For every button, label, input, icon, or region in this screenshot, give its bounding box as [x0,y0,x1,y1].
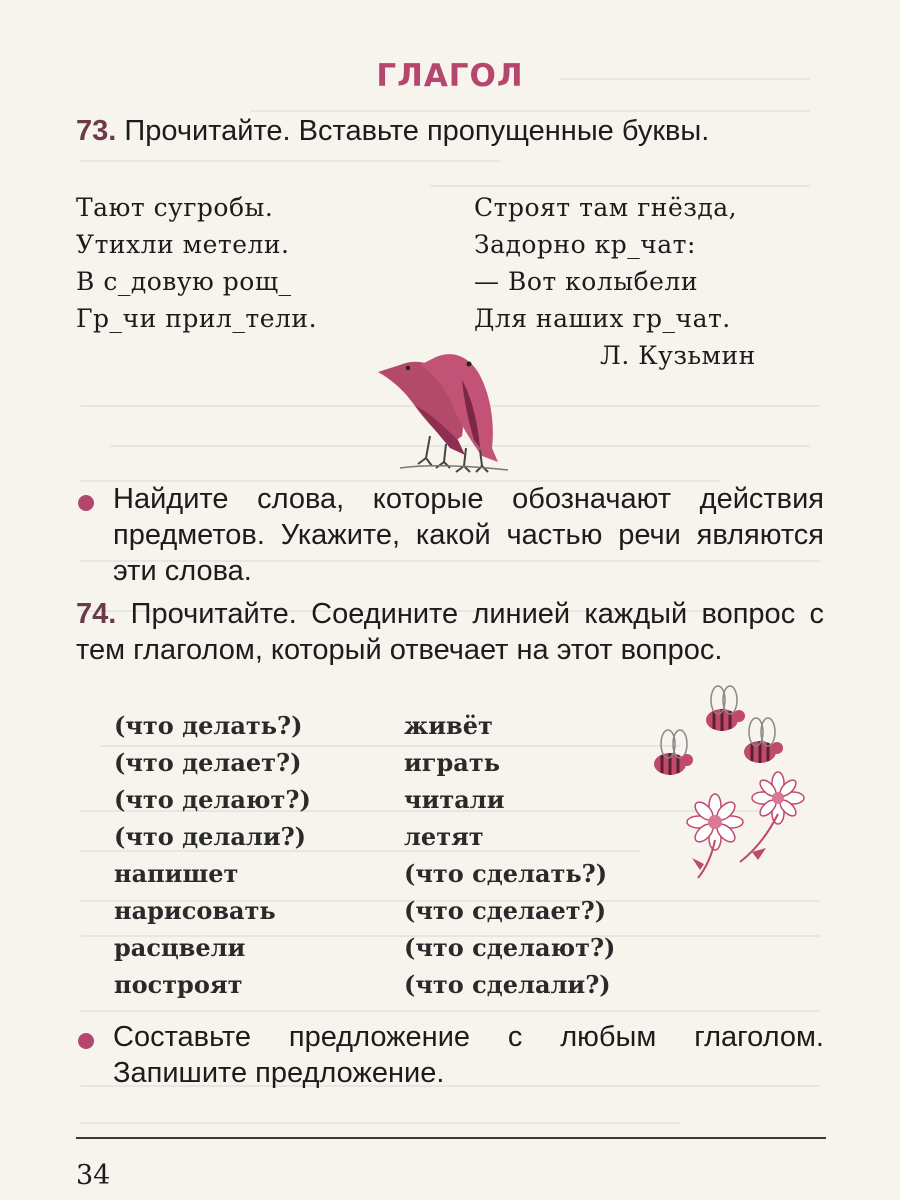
exercise-74-instruction-text: Прочитайте. Соедините линией каждый вопрос с тем глаголом, который отвечает на этот вопрос. [76,598,824,666]
poem-left-column [76,193,317,341]
page-title: ГЛАГОЛ [376,58,524,94]
poem-line: Для наших гр_чат. [474,304,731,333]
exercise-74-number: 74. [76,598,117,630]
poem-line: Утихли метели. [76,230,290,259]
verbs-right-column [404,711,615,1007]
match-item: (что сделает?) [404,896,607,925]
match-item: (что делали?) [114,822,307,851]
match-item: (что делать?) [114,711,303,740]
poem-line: — Вот колыбели [474,267,698,296]
match-item: напишет [114,859,239,888]
poem-line: Строят там гнёзда, [474,193,738,222]
questions-left-column [114,711,311,1007]
bullet-icon [78,495,94,511]
poem-line: Гр_чи прил_тели. [76,304,318,333]
bullet-icon [78,1033,94,1049]
match-item: живёт [404,711,493,740]
match-item: построят [114,970,243,999]
poem-line: Тают сугробы. [76,193,274,222]
exercise-74-task: Составьте предложение с любым глаголом. Запишите предложение. [113,1021,824,1089]
exercise-73-instruction [76,113,824,149]
match-item: (что делают?) [114,785,311,814]
page-number: 34 [76,1160,111,1191]
poem-author: Л. Кузьмин [600,341,756,370]
bees-and-daisies-illustration [640,680,820,880]
poem-right-column [474,193,737,341]
match-item: нарисовать [114,896,276,925]
poem-line: Задорно кр_чат: [474,230,696,259]
rooks-illustration [370,340,520,475]
match-item: (что делает?) [114,748,302,777]
match-item: расцвели [114,933,246,962]
bee-icon [744,718,783,763]
match-item: (что сделали?) [404,970,611,999]
exercise-73-number: 73. [76,115,117,147]
match-item: (что сделать?) [404,859,608,888]
poem-line: В с_довую рощ_ [76,267,292,296]
match-item: летят [404,822,484,851]
match-item: играть [404,748,500,777]
match-item: читали [404,785,505,814]
bee-icon [654,730,693,775]
footer-divider [76,1137,826,1139]
exercise-73-task: Найдите слова, которые обозначают действия предметов. Укажите, какой частью речи являются эти слова. [113,483,824,587]
bee-icon [706,686,745,731]
exercise-73-instruction-text: Прочитайте. Вставьте пропущенные буквы. [124,115,710,147]
match-item: (что сделают?) [404,933,616,962]
exercise-74-instruction [76,596,824,668]
